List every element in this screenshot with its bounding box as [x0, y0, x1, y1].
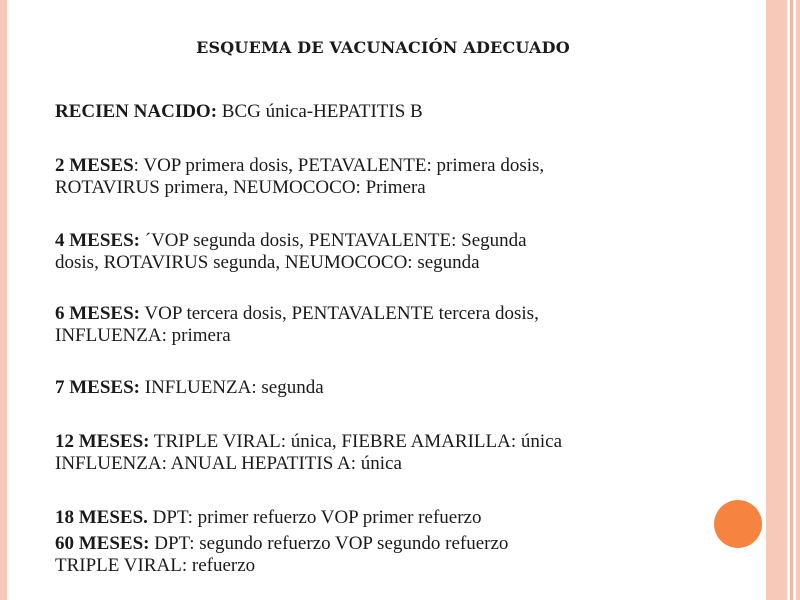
entry-text-line2: INFLUENZA: ANUAL HEPATITIS A: única: [55, 453, 402, 474]
entry-label: 2 MESES: [55, 155, 134, 176]
entry-text-line2: ROTAVIRUS primera, NEUMOCOCO: Primera: [55, 177, 426, 198]
entry-text-line1: INFLUENZA: segunda: [140, 377, 324, 398]
entry-text-line1: TRIPLE VIRAL: única, FIEBRE AMARILLA: única: [149, 431, 563, 452]
schedule-entry-12-months: [55, 431, 745, 475]
left-border: [0, 0, 7, 600]
schedule-entry-18-months: [55, 507, 745, 529]
entry-label: 7 MESES:: [55, 377, 140, 398]
slide-title: ESQUEMA DE VACUNACIÓN ADECUADO: [196, 38, 570, 57]
schedule-entry-60-months: [55, 533, 745, 577]
entry-label: 60 MESES:: [55, 533, 150, 554]
entry-text-line2: dosis, ROTAVIRUS segunda, NEUMOCOCO: segunda: [55, 252, 480, 273]
entry-text-line1: : VOP primera dosis, PETAVALENTE: primera dosis,: [133, 155, 545, 176]
right-border-line: [790, 0, 793, 600]
schedule-entry-4-months: [55, 230, 745, 274]
entry-text-line1: BCG única-HEPATITIS B: [217, 101, 423, 122]
entry-label: 12 MESES:: [55, 431, 150, 452]
schedule-entry-7-months: [55, 377, 745, 399]
entry-text-line1: VOP tercera dosis, PENTAVALENTE tercera dosis,: [140, 303, 539, 324]
schedule-entry-6-months: [55, 303, 745, 347]
entry-label: RECIEN NACIDO:: [55, 101, 218, 122]
entry-text-line1: DPT: segundo refuerzo VOP segundo refuerzo: [149, 533, 509, 554]
right-border-edge: [796, 0, 800, 600]
entry-label: 4 MESES:: [55, 230, 140, 251]
entry-text-line1: ´VOP segunda dosis, PENTAVALENTE: Segunda: [140, 230, 527, 251]
entry-label: 18 MESES.: [55, 507, 148, 528]
entry-text-line2: INFLUENZA: primera: [55, 325, 231, 346]
entry-text-line1: DPT: primer refuerzo VOP primer refuerzo: [147, 507, 482, 528]
entry-label: 6 MESES:: [55, 303, 140, 324]
schedule-entry-2-months: [55, 155, 745, 199]
entry-text-line2: TRIPLE VIRAL: refuerzo: [55, 555, 256, 576]
schedule-entry-newborn: [55, 101, 745, 123]
right-border-band: [766, 0, 787, 600]
